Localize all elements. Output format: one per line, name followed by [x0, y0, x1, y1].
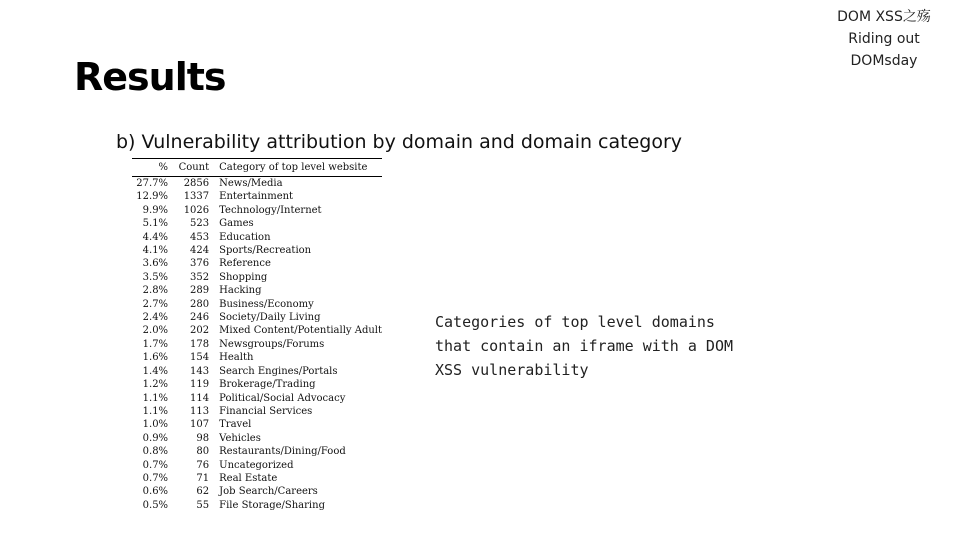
corner-line-1: DOM XSS之殇 [837, 9, 931, 25]
table-row [132, 351, 382, 364]
cell-category: Brokerage/Trading [219, 379, 316, 391]
category-table [132, 158, 382, 512]
cell-percent: 0.5% [142, 499, 169, 511]
cell-percent: 2.0% [142, 325, 169, 337]
corner-line-3: DOMsday [850, 53, 918, 69]
cell-category: File Storage/Sharing [219, 499, 325, 511]
cell-category: Political/Social Advocacy [219, 392, 346, 404]
cell-count: 113 [190, 405, 210, 417]
cell-count: 424 [190, 245, 210, 257]
cell-category: Restaurants/Dining/Food [219, 446, 346, 458]
cell-count: 178 [190, 338, 210, 350]
table-row [132, 324, 382, 337]
cell-category: Search Engines/Portals [219, 365, 338, 377]
cell-category: Real Estate [219, 472, 278, 484]
cell-percent: 0.6% [142, 486, 169, 498]
cell-count: 62 [196, 486, 210, 498]
cell-percent: 1.1% [142, 405, 169, 417]
cell-percent: 1.6% [142, 352, 169, 364]
table-row [132, 244, 382, 257]
table-row [132, 177, 382, 191]
cell-percent: 1.4% [142, 365, 169, 377]
cell-percent: 2.4% [142, 312, 169, 324]
table-row [132, 271, 382, 284]
cell-count: 143 [190, 365, 210, 377]
cell-percent: 2.8% [142, 285, 169, 297]
table-row [132, 190, 382, 203]
table-row [132, 284, 382, 297]
cell-count: 71 [196, 472, 210, 484]
cell-count: 98 [196, 432, 210, 444]
table-row [132, 257, 382, 270]
cell-count: 523 [190, 218, 210, 230]
cell-percent: 1.7% [142, 338, 169, 350]
cell-category: Business/Economy [219, 298, 314, 310]
cell-percent: 9.9% [142, 204, 169, 216]
table-row [132, 365, 382, 378]
table-row [132, 298, 382, 311]
table-row [132, 485, 382, 498]
cell-category: Hacking [219, 285, 262, 297]
cell-percent: 2.7% [142, 298, 169, 310]
cell-percent: 12.9% [136, 191, 169, 203]
category-table-container [132, 158, 384, 516]
cell-percent: 0.8% [142, 446, 169, 458]
header-percent: % [132, 159, 172, 177]
cell-category: Vehicles [219, 432, 261, 444]
cell-percent: 1.2% [142, 379, 169, 391]
corner-line-2: Riding out [848, 31, 920, 47]
table-row [132, 418, 382, 431]
table-row [132, 392, 382, 405]
cell-category: Shopping [219, 271, 268, 283]
cell-percent: 5.1% [142, 218, 169, 230]
cell-percent: 1.0% [142, 419, 169, 431]
cell-percent: 0.7% [142, 459, 169, 471]
table-row [132, 217, 382, 230]
table-row [132, 445, 382, 458]
slide-corner-caption [824, 6, 944, 72]
cell-count: 246 [190, 312, 210, 324]
cell-count: 114 [190, 392, 210, 404]
header-category: Category of top level website [219, 159, 382, 177]
table-row [132, 378, 382, 391]
table-row [132, 432, 382, 445]
cell-percent: 0.7% [142, 472, 169, 484]
cell-category: Mixed Content/Potentially Adult [219, 325, 382, 337]
slide-note: Categories of top level domains that contain an iframe with a DOM XSS vulnerability [435, 313, 734, 379]
cell-count: 119 [190, 379, 210, 391]
table-row [132, 338, 382, 351]
cell-percent: 1.1% [142, 392, 169, 404]
header-count: Count [172, 159, 219, 177]
cell-category: Games [219, 218, 254, 230]
cell-category: Newsgroups/Forums [219, 338, 325, 350]
table-row [132, 499, 382, 512]
cell-count: 76 [196, 459, 210, 471]
table-row [132, 231, 382, 244]
cell-category: Sports/Recreation [219, 245, 312, 257]
cell-percent: 4.4% [142, 231, 169, 243]
cell-percent: 3.6% [142, 258, 169, 270]
cell-count: 1337 [183, 191, 210, 203]
cell-category: Financial Services [219, 405, 313, 417]
slide-title: Results [74, 55, 226, 99]
cell-percent: 27.7% [136, 178, 169, 189]
cell-category: News/Media [219, 178, 283, 189]
table-row [132, 459, 382, 472]
table-row [132, 472, 382, 485]
table-row [132, 204, 382, 217]
cell-count: 55 [196, 499, 210, 511]
cell-percent: 4.1% [142, 245, 169, 257]
cell-percent: 0.9% [142, 432, 169, 444]
cell-category: Society/Daily Living [219, 312, 321, 324]
cell-count: 376 [190, 258, 210, 270]
cell-count: 202 [190, 325, 210, 337]
slide-subtitle: b) Vulnerability attribution by domain and domain category [116, 131, 683, 153]
cell-category: Health [219, 352, 254, 364]
cell-category: Reference [219, 258, 271, 270]
cell-count: 453 [190, 231, 210, 243]
cell-category: Education [219, 231, 271, 243]
cell-count: 352 [190, 271, 210, 283]
cell-count: 1026 [183, 204, 210, 216]
table-row [132, 405, 382, 418]
table-body [132, 177, 382, 513]
cell-count: 280 [190, 298, 210, 310]
cell-count: 2856 [183, 178, 210, 189]
cell-category: Entertainment [219, 191, 294, 203]
cell-percent: 3.5% [142, 271, 169, 283]
cell-count: 80 [196, 446, 210, 458]
cell-category: Technology/Internet [219, 204, 322, 216]
cell-category: Travel [219, 419, 252, 431]
cell-category: Uncategorized [219, 459, 294, 471]
table-row [132, 311, 382, 324]
cell-count: 107 [190, 419, 210, 431]
cell-count: 154 [190, 352, 210, 364]
table-header-row [132, 159, 382, 177]
cell-count: 289 [190, 285, 210, 297]
cell-category: Job Search/Careers [219, 486, 318, 498]
